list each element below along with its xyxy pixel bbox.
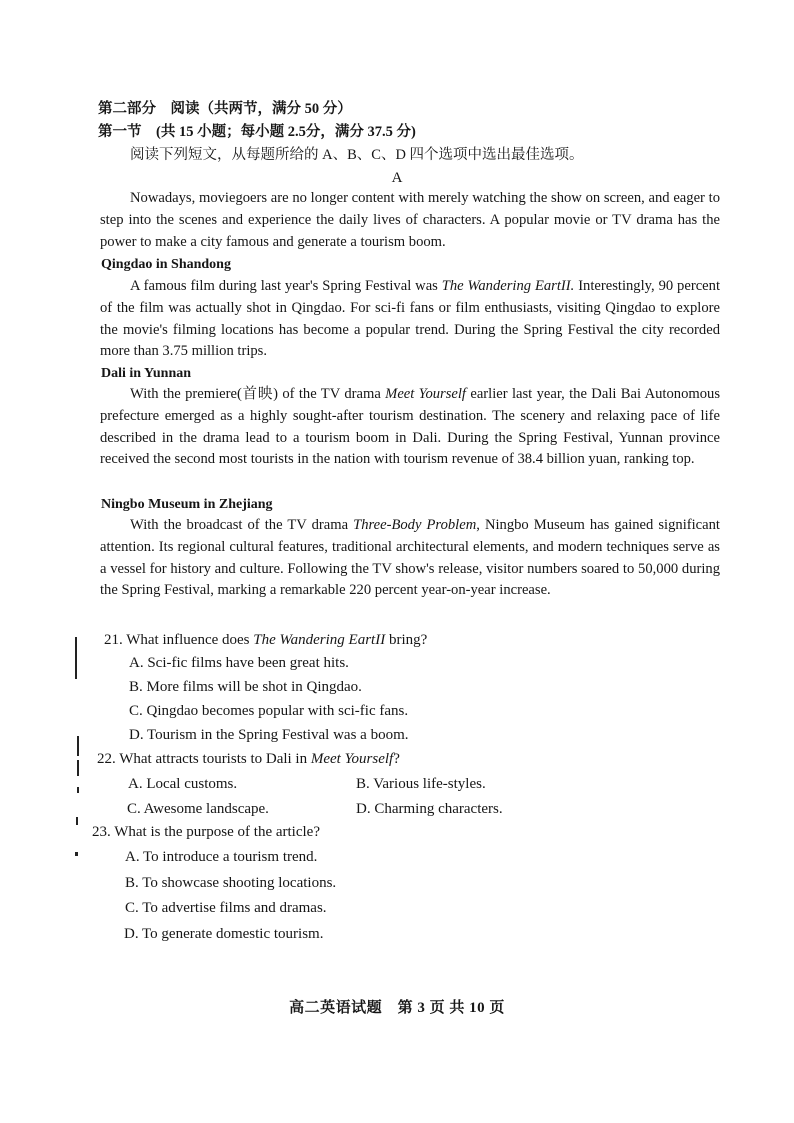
option-23c[interactable]: C. To advertise films and dramas.: [125, 900, 327, 916]
section-heading-ningbo: Ningbo Museum in Zhejiang: [101, 497, 273, 512]
passage-intro: Nowadays, moviegoers are no longer content with merely watching the show on screen, and eager to step into the scenes and experience the daily lives of characters. A popular movie or TV drama has the power to make a city famous and generate a tourism boom.: [100, 190, 720, 250]
question-23: 23. What is the purpose of the article?: [92, 824, 320, 840]
option-23d[interactable]: D. To generate domestic tourism.: [124, 926, 324, 942]
section-body-qingdao: A famous film during last year's Spring Festival was The Wandering EartII. Interestingly, 90 percent of the film was actually shot in Qingdao. For sci-fi fans or film enthusiasts, visiting Qingdao to explore the movie's filming locations has become a popular trend. During the Spring Festival the city recorded more than 3.75 million trips.: [100, 278, 720, 360]
margin-mark: [77, 787, 79, 793]
section-body-ningbo: With the broadcast of the TV drama Three-Body Problem, Ningbo Museum has gained significant attention. Its regional cultural features, traditional architectural elements, and modern techniques serve as a vessel for history and culture. Following the TV show's release, visitor numbers soared to 50,000 during the Spring Festival, marking a remarkable 220 percent year-on-year increase.: [100, 517, 720, 599]
option-21d[interactable]: D. Tourism in the Spring Festival was a boom.: [129, 727, 409, 743]
margin-mark: [76, 817, 78, 825]
option-22a[interactable]: A. Local customs.: [128, 776, 238, 792]
option-22b[interactable]: B. Various life-styles.: [356, 776, 486, 792]
option-23b[interactable]: B. To showcase shooting locations.: [125, 875, 337, 891]
page-footer: 高二英语试题 第 3 页 共 10 页: [289, 1000, 505, 1016]
instruction: 阅读下列短文，从每题所给的 A、B、C、D 四个选项中选出最佳选项。: [130, 147, 584, 163]
option-21a[interactable]: A. Sci-fic films have been great hits.: [129, 655, 349, 671]
passage-label: A: [391, 170, 403, 186]
section-heading-dali: Dali in Yunnan: [101, 366, 192, 381]
option-22d[interactable]: D. Charming characters.: [356, 801, 503, 817]
drama-title: Three-Body Problem: [353, 517, 477, 533]
margin-mark: [75, 852, 78, 856]
section-heading-qingdao: Qingdao in Shandong: [101, 257, 231, 272]
margin-mark: [77, 736, 79, 756]
option-21b[interactable]: B. More films will be shot in Qingdao.: [129, 679, 362, 695]
drama-title: Meet Yourself: [385, 386, 466, 402]
section-heading: 第一节 (共 15 小题；每小题 2.5分，满分 37.5 分): [98, 124, 416, 140]
margin-mark: [75, 637, 77, 679]
question-21: 21. What influence does The Wandering EartII bring?: [104, 632, 428, 648]
margin-mark: [77, 760, 79, 776]
option-22c[interactable]: C. Awesome landscape.: [127, 801, 269, 817]
part-heading: 第二部分 阅读（共两节，满分 50 分）: [98, 101, 352, 117]
section-body-dali: With the premiere(首映) of the TV drama Meet Yourself earlier last year, the Dali Bai Autonomous prefecture emerged as a highly sought-after tourism destination. The scenery and relaxing pace of life described in the drama lead to a tourism boom in Dali. During the Spring Festival, Yunnan province received the second most tourists in the nation with tourism revenue of 38.4 billion yuan, ranking top.: [100, 386, 720, 468]
question-22: 22. What attracts tourists to Dali in Meet Yourself?: [97, 751, 400, 767]
option-23a[interactable]: A. To introduce a tourism trend.: [125, 849, 318, 865]
film-title: The Wandering EartII.: [441, 278, 575, 294]
option-21c[interactable]: C. Qingdao becomes popular with sci-fic fans.: [129, 703, 409, 719]
